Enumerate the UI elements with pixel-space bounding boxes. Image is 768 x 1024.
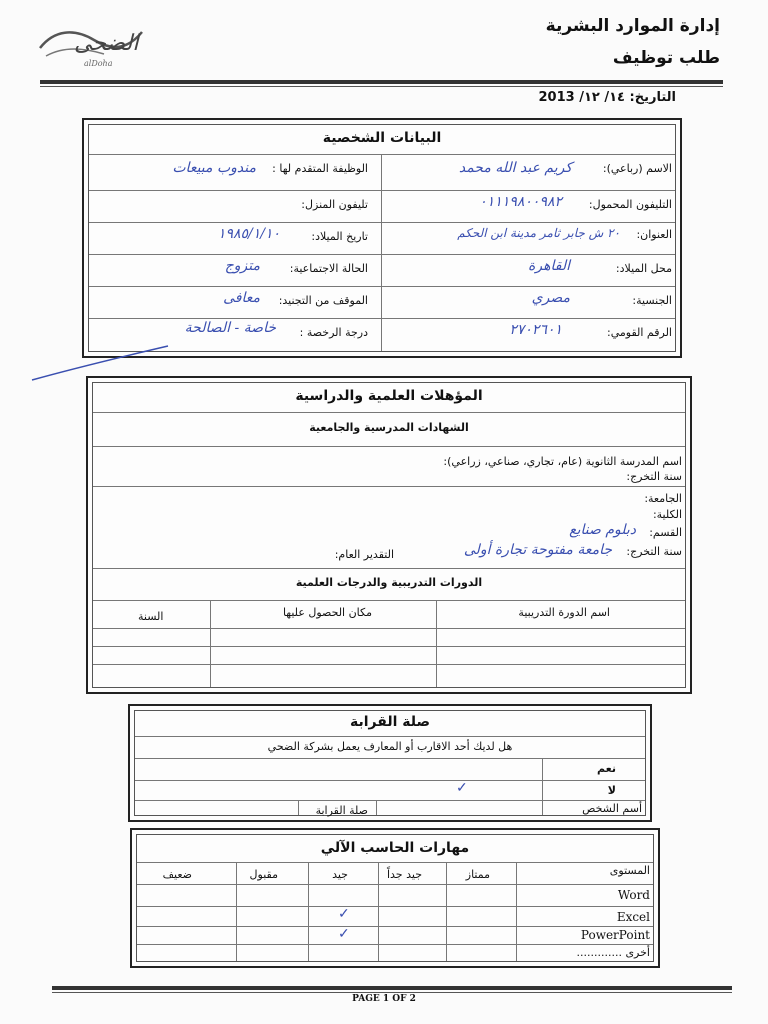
no-label: لا bbox=[607, 784, 616, 797]
name-value[interactable]: كريم عبد الله محمد bbox=[458, 160, 572, 176]
person-name-label: أسم الشخص bbox=[582, 802, 642, 815]
relation-section-title: صلة القرابة bbox=[350, 714, 430, 730]
level-excellent: ممتاز bbox=[465, 868, 490, 881]
grad-year2-value[interactable]: جامعة مفتوحة تجارة أولى bbox=[463, 542, 612, 558]
level-weak: ضعيف bbox=[162, 868, 192, 881]
course-year-header: السنة bbox=[138, 610, 164, 623]
position-value[interactable]: مندوب مبيعات bbox=[172, 160, 256, 176]
personal-section-title: البيانات الشخصية bbox=[322, 130, 442, 146]
course-place-header: مكان الحصول عليها bbox=[282, 606, 372, 619]
birthplace-label: محل الميلاد: bbox=[615, 262, 672, 275]
department-value[interactable]: دبلوم صنايع bbox=[569, 522, 636, 538]
home-phone-label: تليفون المنزل: bbox=[301, 198, 368, 211]
logo-subtext: alDoha bbox=[84, 59, 113, 68]
date-line bbox=[539, 90, 677, 105]
grad-year-label: سنة التخرج: bbox=[626, 470, 682, 483]
nationality-value[interactable]: مصري bbox=[531, 290, 570, 306]
personal-data-section bbox=[82, 118, 682, 358]
nationality-label: الجنسية: bbox=[632, 294, 672, 307]
mobile-label: التليفون المحمول: bbox=[588, 198, 672, 211]
relation-type-label: صلة القرابة bbox=[315, 804, 368, 817]
header-rule-thin bbox=[40, 86, 723, 87]
date-value: ١٤/ ١٢/ 2013 bbox=[538, 90, 625, 105]
yes-label: نعم bbox=[597, 762, 616, 775]
skill-word: Word bbox=[617, 888, 650, 902]
military-status-value[interactable]: معافى bbox=[223, 290, 260, 306]
course-name-header: اسم الدورة التدريبية bbox=[518, 606, 610, 619]
faculty-label: الكلية: bbox=[652, 508, 682, 521]
relation-section bbox=[128, 704, 652, 822]
header-rule bbox=[40, 80, 723, 84]
skill-excel: Excel bbox=[616, 910, 650, 924]
military-status-label: الموقف من التجنيد: bbox=[278, 294, 368, 307]
position-label: الوظيفة المتقدم لها : bbox=[272, 162, 368, 175]
company-logo bbox=[34, 18, 146, 72]
footer-rule-thin bbox=[52, 992, 732, 993]
relation-question: هل لديك أحد الاقارب أو المعارف يعمل بشركة الضحي bbox=[267, 740, 513, 753]
marital-status-label: الحالة الاجتماعية: bbox=[289, 262, 368, 275]
grad-year2-label: سنة التخرج: bbox=[626, 545, 682, 558]
page-number: PAGE 1 OF 2 bbox=[352, 994, 416, 1004]
footer-rule bbox=[52, 986, 732, 990]
address-label: العنوان: bbox=[636, 228, 672, 241]
license-grade-value[interactable]: خاصة - الصالحة bbox=[184, 320, 276, 336]
department-label: القسم: bbox=[649, 526, 682, 539]
university-label: الجامعة: bbox=[644, 492, 682, 505]
level-good: جيد bbox=[332, 868, 348, 881]
marital-status-value[interactable]: متزوج bbox=[224, 258, 260, 274]
excel-good-check[interactable]: ✓ bbox=[338, 906, 350, 922]
name-label: الاسم (رباعي): bbox=[602, 162, 672, 175]
birthdate-label: تاريخ الميلاد: bbox=[311, 230, 368, 243]
courses-subtitle: الدورات التدريبية والدرجات العلمية bbox=[295, 576, 483, 589]
level-acceptable: مقبول bbox=[249, 868, 278, 881]
birthplace-value[interactable]: القاهرة bbox=[528, 258, 570, 274]
national-id-value[interactable]: ٢٧٠٢٦٠١ bbox=[509, 322, 562, 338]
birthdate-value[interactable]: ١٩٨٥/١/١٠ bbox=[217, 226, 280, 242]
powerpoint-good-check[interactable]: ✓ bbox=[338, 926, 350, 942]
overall-grade-label: التقدير العام: bbox=[334, 548, 394, 561]
certificates-subtitle: الشهادات المدرسية والجامعية bbox=[309, 421, 469, 434]
no-check-mark[interactable]: ✓ bbox=[456, 780, 468, 796]
department-title: إدارة الموارد البشرية bbox=[545, 16, 720, 36]
national-id-label: الرقم القومي: bbox=[607, 326, 672, 339]
computer-skills-section bbox=[130, 828, 660, 968]
address-value[interactable]: ٢٠ ش جابر ثامر مدينة ابن الحكم bbox=[457, 226, 620, 240]
level-header: المستوى bbox=[609, 864, 650, 877]
education-section bbox=[86, 376, 692, 694]
mobile-value[interactable]: ٠١١١٩٨٠٠٩٨٢ bbox=[479, 194, 562, 210]
skill-other: أخرى ............. bbox=[576, 946, 650, 959]
logo-text: الضحى bbox=[74, 31, 139, 56]
date-label: التاريخ: bbox=[629, 90, 676, 105]
secondary-school-label: اسم المدرسة الثانوية (عام، تجاري، صناعي، زراعي): bbox=[443, 455, 682, 468]
form-title: طلب توظيف bbox=[612, 48, 720, 68]
education-section-title: المؤهلات العلمية والدراسية bbox=[295, 388, 483, 404]
level-very-good: جيد جداً bbox=[386, 868, 422, 881]
computer-section-title: مهارات الحاسب الآلي bbox=[320, 840, 470, 856]
license-grade-label: درجة الرخصة : bbox=[299, 326, 368, 339]
skill-powerpoint: PowerPoint bbox=[580, 928, 650, 942]
